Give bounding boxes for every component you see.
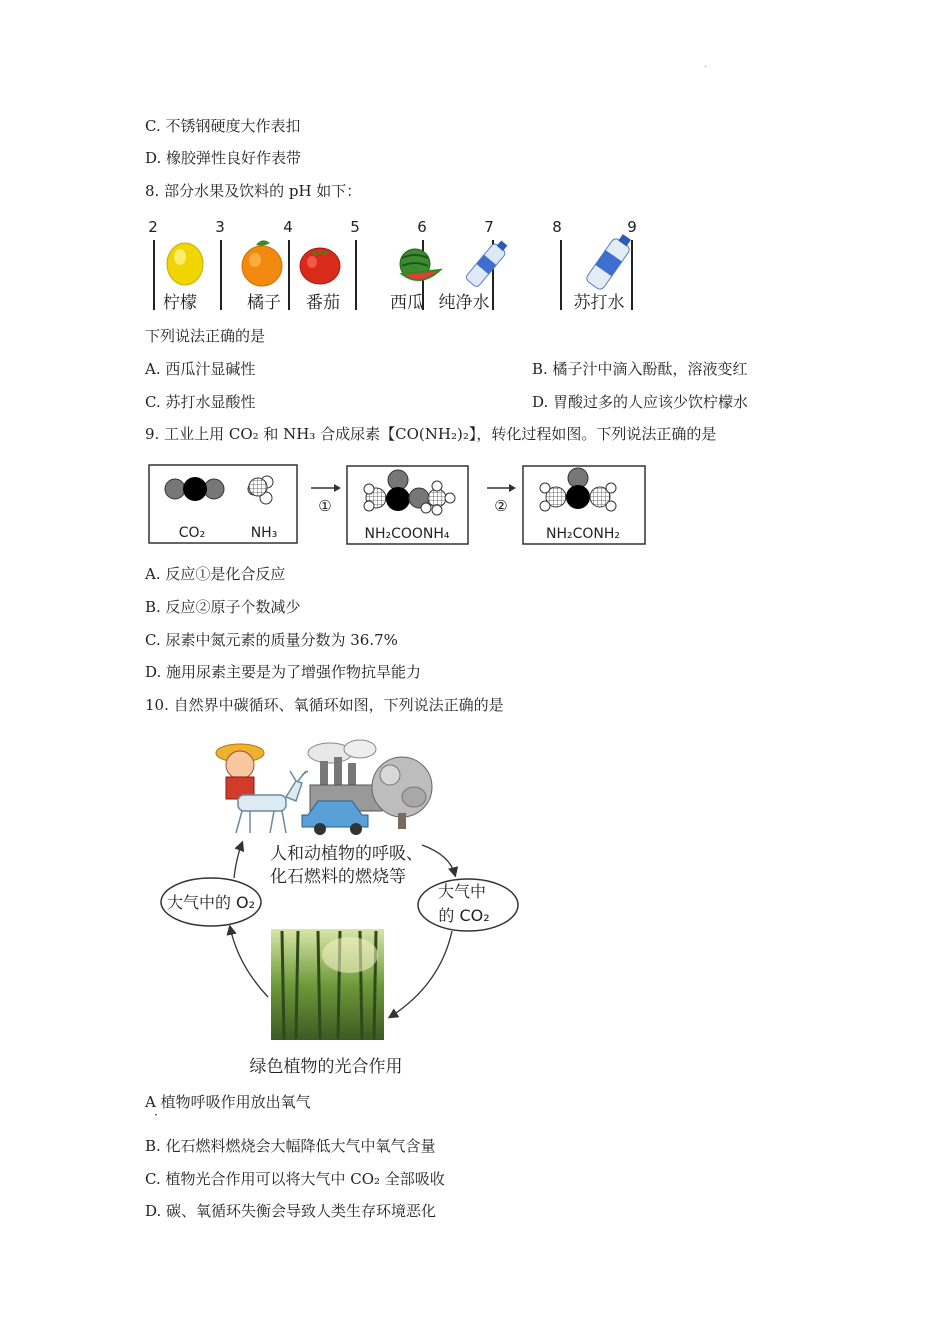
- arrow-to-co2: [422, 845, 455, 875]
- farmer-icon: [216, 744, 264, 799]
- carbon-oxygen-cycle-diagram: [150, 735, 530, 1080]
- nh3-molecule: [248, 476, 273, 504]
- ph-scale-figure: [140, 214, 650, 318]
- q8-stem: 8. 部分水果及饮料的 pH 如下：: [145, 182, 362, 200]
- step-1-marker: ①: [318, 497, 332, 515]
- arrow-plants-to-o2: [230, 927, 268, 997]
- ph-tick-5: 5: [350, 218, 360, 236]
- tree-icon: [372, 757, 432, 829]
- q9-option-a: A. 反应①是化合反应: [145, 565, 286, 583]
- box1-label-co2: CO₂: [178, 525, 206, 541]
- ph-tick-2: 2: [148, 218, 158, 236]
- factory-icon: [308, 740, 382, 811]
- q8-option-b: B. 橘子汁中滴入酚酞，溶液变红: [532, 360, 748, 378]
- q10-option-d: D. 碳、氧循环失衡会导致人类生存环境恶化: [145, 1202, 437, 1220]
- top-text-line1: 人和动植物的呼吸、: [270, 844, 423, 864]
- urea-molecule: [540, 468, 616, 511]
- forest-image: [271, 929, 384, 1040]
- tomato-icon: [300, 248, 340, 284]
- photosynthesis-caption: 绿色植物的光合作用: [249, 1057, 403, 1077]
- carbamate-molecule: [364, 470, 455, 515]
- item-label-tomato: 番茄: [306, 293, 340, 313]
- box1-label-nh3: NH₃: [250, 525, 278, 541]
- water-bottle-icon: [465, 238, 511, 288]
- q8-option-d: D. 胃酸过多的人应该少饮柠檬水: [532, 393, 749, 411]
- q9-stem: 9. 工业上用 CO₂ 和 NH₃ 合成尿素【CO(NH₂)₂】，转化过程如图。下列说法正确的是: [145, 425, 717, 443]
- top-text-line2: 化石燃料的燃烧等: [270, 867, 406, 887]
- q10-option-c: C. 植物光合作用可以将大气中 CO₂ 全部吸收: [145, 1170, 445, 1188]
- q8-option-a: A. 西瓜汁显碱性: [145, 360, 256, 378]
- q9-option-b: B. 反应②原子个数减少: [145, 598, 301, 616]
- q10-stem: 10. 自然界中碳循环、氧循环如图，下列说法正确的是: [145, 696, 504, 714]
- right-ellipse-label-1: 大气中: [437, 882, 487, 901]
- ph-tick-4: 4: [283, 218, 293, 236]
- arrow-co2-to-plants: [390, 931, 452, 1017]
- item-label-pure-water: 纯净水: [438, 293, 490, 313]
- box2-label: NH₂COONH₄: [364, 526, 450, 542]
- item-label-soda-water: 苏打水: [573, 293, 625, 313]
- ph-tick-6: 6: [417, 218, 427, 236]
- item-label-lemon: 柠檬: [163, 293, 197, 313]
- orange-icon: [242, 240, 282, 286]
- box3-label: NH₂CONH₂: [545, 526, 621, 542]
- stray-dot: ·: [154, 1108, 158, 1122]
- left-ellipse-label: 大气中的 O₂: [166, 893, 256, 912]
- ph-tick-7: 7: [484, 218, 494, 236]
- q7-option-d: D. 橡胶弹性良好作表带: [145, 149, 302, 167]
- ph-tick-3: 3: [215, 218, 225, 236]
- item-label-orange: 橘子: [247, 293, 281, 313]
- ph-tick-9: 9: [627, 218, 637, 236]
- q10-option-b: B. 化石燃料燃烧会大幅降低大气中氧气含量: [145, 1137, 436, 1155]
- urea-synthesis-diagram: [145, 460, 650, 548]
- q7-option-c: C. 不锈钢硬度大作表扣: [145, 117, 301, 135]
- lemon-icon: [167, 243, 203, 285]
- soda-water-bottle-icon: [585, 231, 635, 291]
- q8-option-c: C. 苏打水显酸性: [145, 393, 256, 411]
- item-label-watermelon: 西瓜: [390, 293, 424, 313]
- page-dot-mark: ·: [704, 62, 708, 73]
- q10-option-a: A 植物呼吸作用放出氧气: [145, 1093, 311, 1111]
- watermelon-icon: [400, 249, 440, 280]
- right-ellipse-label-2: 的 CO₂: [438, 906, 490, 925]
- q9-option-c: C. 尿素中氮元素的质量分数为 36.7%: [145, 631, 398, 649]
- arrow-o2-to-top: [234, 843, 242, 878]
- co2-molecule: [165, 477, 224, 501]
- q9-option-d: D. 施用尿素主要是为了增强作物抗旱能力: [145, 663, 422, 681]
- q8-prompt: 下列说法正确的是: [145, 327, 266, 345]
- step-2-marker: ②: [494, 497, 508, 515]
- ph-tick-8: 8: [552, 218, 562, 236]
